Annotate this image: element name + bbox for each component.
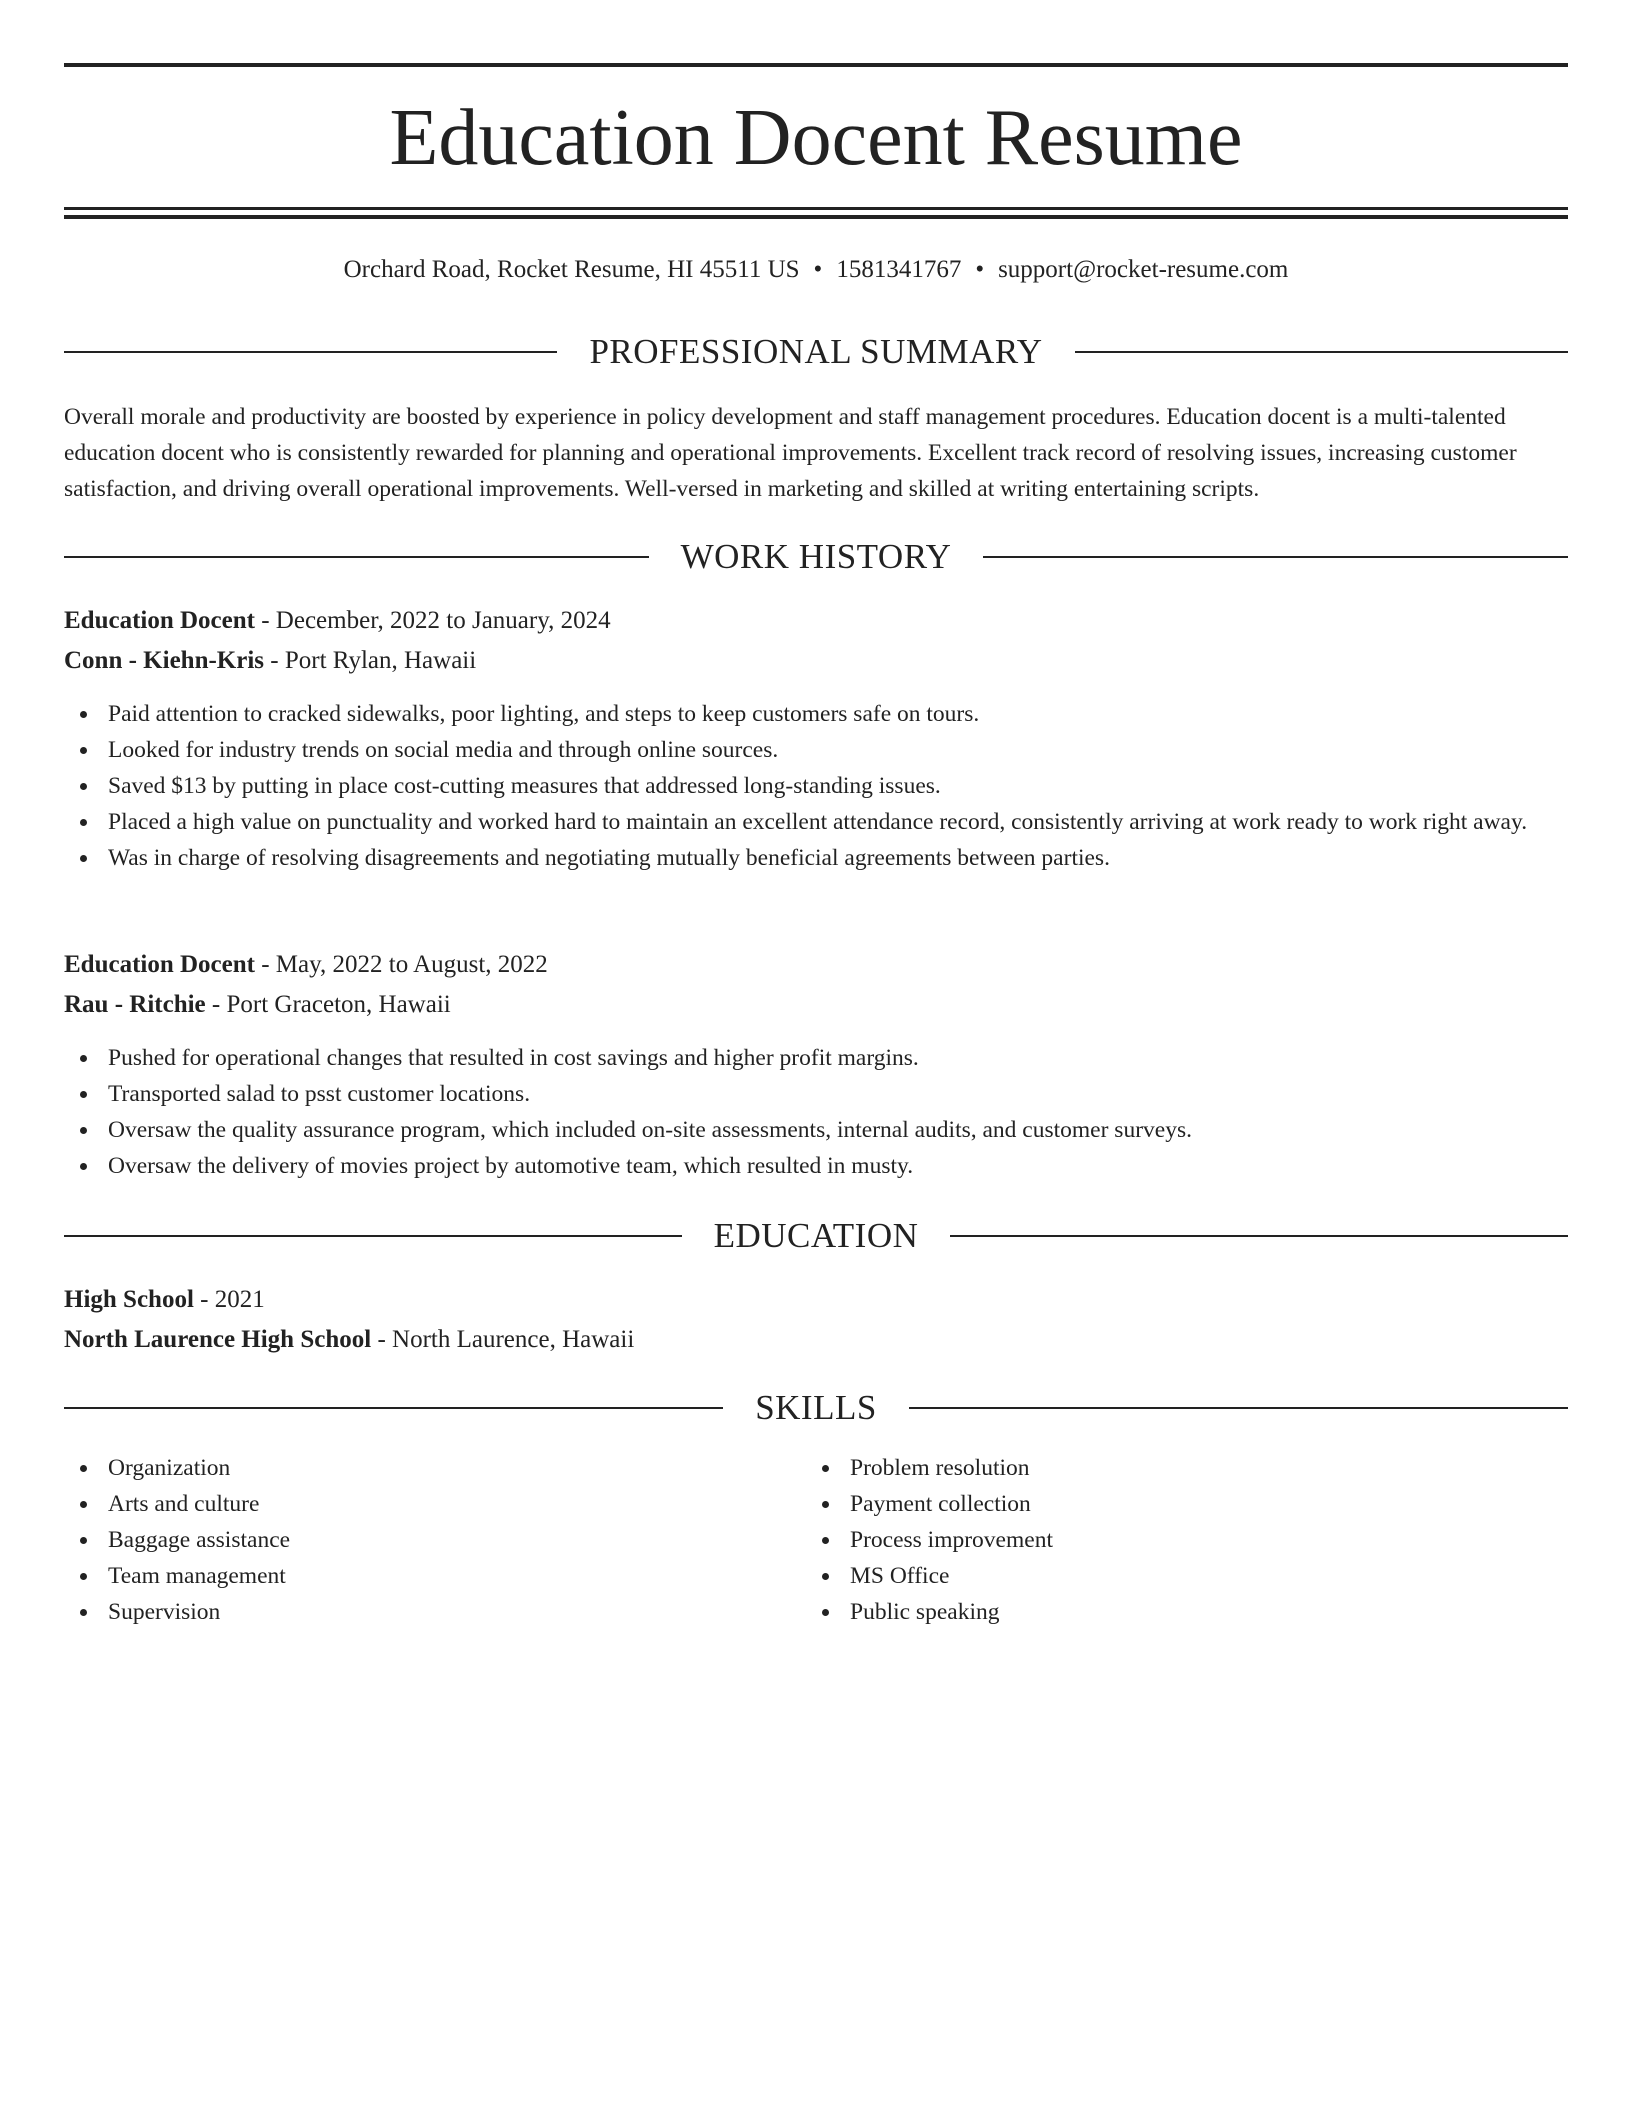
job-entry <box>64 945 1568 1025</box>
skill-item: MS Office <box>806 1558 1546 1594</box>
list-item: Transported salad to psst customer locations. <box>64 1076 1568 1112</box>
job-company: Conn - Kiehn-Kris <box>64 647 265 674</box>
heading-rule-right <box>983 556 1568 558</box>
work-section-heading <box>64 535 1568 579</box>
summary-section-heading <box>64 330 1568 374</box>
title-rule-lower <box>64 215 1568 219</box>
job-title: Education Docent <box>64 607 255 634</box>
job-bullets <box>64 1040 1568 1184</box>
list-item: Was in charge of resolving disagreements and negotiating mutually beneficial agreements between parties. <box>64 840 1568 876</box>
job-location: - Port Rylan, Hawaii <box>264 647 477 674</box>
list-item: Placed a high value on punctuality and worked hard to maintain an excellent attendance record, consistently arriving at work ready to work right away. <box>64 804 1568 840</box>
job-title-line <box>64 945 1568 985</box>
education-section-heading <box>64 1214 1568 1258</box>
job-entry <box>64 601 1568 681</box>
heading-rule-left <box>64 556 649 558</box>
contact-line <box>64 252 1568 288</box>
skill-item: Public speaking <box>806 1594 1546 1630</box>
contact-phone: 1581341767 <box>836 256 962 283</box>
skill-item: Baggage assistance <box>64 1522 804 1558</box>
job-dates: - December, 2022 to January, 2024 <box>254 607 611 634</box>
education-location: - North Laurence, Hawaii <box>371 1326 635 1353</box>
heading-rule-left <box>64 1235 682 1237</box>
contact-address: Orchard Road, Rocket Resume, HI 45511 US <box>343 256 800 283</box>
job-dates: - May, 2022 to August, 2022 <box>254 951 548 978</box>
contact-separator: • <box>975 256 985 283</box>
list-item: Pushed for operational changes that resulted in cost savings and higher profit margins. <box>64 1040 1568 1076</box>
job-company-line <box>64 641 1568 681</box>
education-degree-line <box>64 1280 1568 1320</box>
skill-item: Arts and culture <box>64 1486 804 1522</box>
skills-heading-label: SKILLS <box>755 1388 877 1427</box>
list-item: Oversaw the delivery of movies project by automotive team, which resulted in musty. <box>64 1148 1568 1184</box>
heading-rule-left <box>64 1407 723 1409</box>
job-company-line <box>64 985 1568 1025</box>
contact-email: support@rocket-resume.com <box>998 256 1289 283</box>
education-heading-label: EDUCATION <box>713 1216 919 1255</box>
skills-section-heading <box>64 1386 1568 1430</box>
skill-item: Payment collection <box>806 1486 1546 1522</box>
skill-item: Team management <box>64 1558 804 1594</box>
skill-item: Organization <box>64 1450 804 1486</box>
resume-title: Education Docent Resume <box>389 94 1243 182</box>
skills-list-left <box>64 1450 804 1630</box>
list-item: Looked for industry trends on social media and through online sources. <box>64 732 1568 768</box>
job-location: - Port Graceton, Hawaii <box>205 991 451 1018</box>
heading-rule-right <box>950 1235 1568 1237</box>
top-rule <box>64 63 1568 67</box>
list-item: Saved $13 by putting in place cost-cutting measures that addressed long-standing issues. <box>64 768 1568 804</box>
heading-rule-right <box>909 1407 1568 1409</box>
summary-heading-label: PROFESSIONAL SUMMARY <box>589 332 1043 371</box>
skill-item: Problem resolution <box>806 1450 1546 1486</box>
title-rule-upper <box>64 207 1568 210</box>
education-entry <box>64 1280 1568 1360</box>
list-item: Paid attention to cracked sidewalks, poor lighting, and steps to keep customers safe on tours. <box>64 696 1568 732</box>
education-year: - 2021 <box>193 1286 265 1313</box>
summary-text: Overall morale and productivity are boosted by experience in policy development and staff management procedures. Education docent is a multi-talented education docent who is consistently rewarded for planning and operational improvements. Excellent track record of resolving issues, increasing customer satisfaction, and driving overall operational improvements. Well-versed in marketing and skilled at writing entertaining scripts. <box>64 404 1517 502</box>
heading-rule-right <box>1075 351 1568 353</box>
job-company: Rau - Ritchie <box>64 991 206 1018</box>
job-title-line <box>64 601 1568 641</box>
education-school-line <box>64 1320 1568 1360</box>
skill-item: Supervision <box>64 1594 804 1630</box>
heading-rule-left <box>64 351 557 353</box>
skill-item: Process improvement <box>806 1522 1546 1558</box>
education-school: North Laurence High School <box>64 1326 372 1353</box>
contact-separator: • <box>813 256 823 283</box>
job-bullets <box>64 696 1568 876</box>
education-degree: High School <box>64 1286 194 1313</box>
job-title: Education Docent <box>64 951 255 978</box>
work-heading-label: WORK HISTORY <box>680 537 952 576</box>
list-item: Oversaw the quality assurance program, which included on-site assessments, internal audits, and customer surveys. <box>64 1112 1568 1148</box>
skills-list-right <box>806 1450 1546 1630</box>
